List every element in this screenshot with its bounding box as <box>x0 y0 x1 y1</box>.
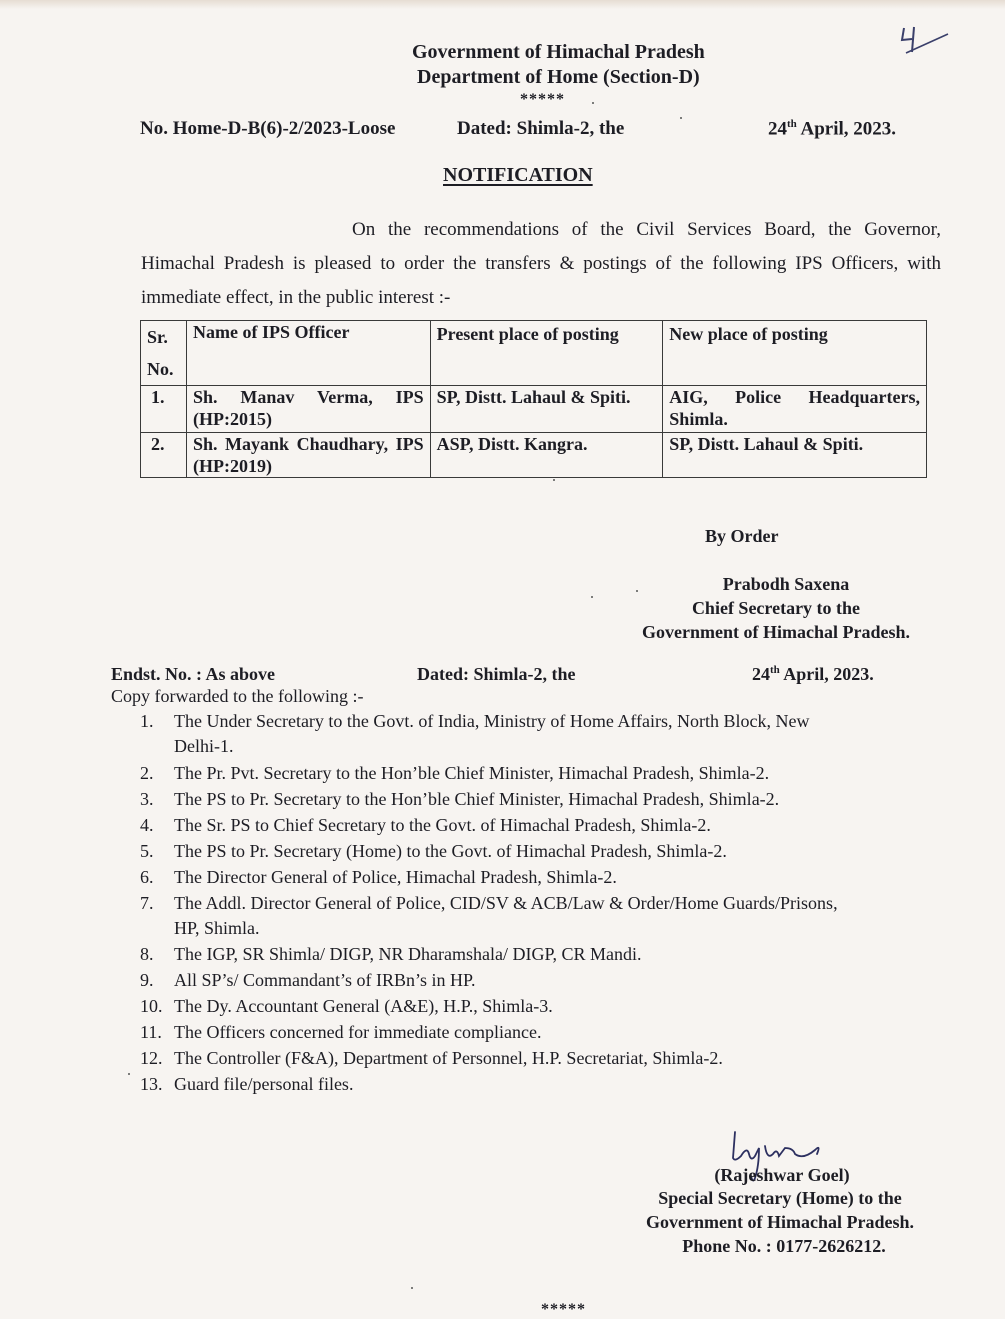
list-item: 9. All SP’s/ Commandant’s of IRBn’s in HP. <box>140 970 476 990</box>
final-signatory <box>624 1163 936 1258</box>
footer-stars: ***** <box>541 1301 586 1318</box>
order-name: Prabodh Saxena <box>722 574 850 594</box>
table-row <box>141 386 927 433</box>
scan-speck <box>553 479 555 481</box>
endorsement-dated-label: Dated: Shimla-2, the <box>417 664 576 684</box>
table-header-row <box>141 321 927 386</box>
row-new-posting: SP, Distt. Lahaul & Spiti. <box>663 433 927 478</box>
header-department: Department of Home (Section-D) <box>417 66 700 88</box>
reference-number: No. Home-D-B(6)-2/2023-Loose <box>140 118 396 139</box>
endorsement-day: 24 <box>752 664 770 684</box>
list-item: 10. The Dy. Accountant General (A&E), H.P., Shimla-3. <box>140 996 553 1016</box>
list-item: 3. The PS to Pr. Secretary to the Hon’ble Chief Minister, Himachal Pradesh, Shimla-2. <box>140 789 780 809</box>
order-signatory <box>620 572 932 644</box>
header-government: Government of Himachal Pradesh <box>412 41 705 63</box>
list-item: 1. The Under Secretary to the Govt. of India, Ministry of Home Affairs, North Block, New Delhi-1. <box>140 711 810 756</box>
row-officer-name: Sh. Manav Verma, IPS (HP:2015) <box>186 386 430 433</box>
list-item: 12. The Controller (F&A), Department of Personnel, H.P. Secretariat, Shimla-2. <box>140 1048 723 1068</box>
row-officer-name: Sh. Mayank Chaudhary, IPS (HP:2019) <box>186 433 430 478</box>
header-new-posting: New place of posting <box>663 321 927 386</box>
copy-forwarded-intro: Copy forwarded to the following :- <box>111 686 364 706</box>
endorsement-day-suffix: th <box>770 664 780 676</box>
scan-speck <box>411 1287 413 1289</box>
row-sr: 2. <box>141 433 187 478</box>
signatory-designation-2: Government of Himachal Pradesh. <box>646 1212 914 1232</box>
row-present-posting: ASP, Distt. Kangra. <box>430 433 663 478</box>
signatory-phone: Phone No. : 0177-2626212. <box>682 1236 886 1256</box>
endorsement-date <box>752 664 874 685</box>
list-item: 5. The PS to Pr. Secretary (Home) to the Govt. of Himachal Pradesh, Shimla-2. <box>140 841 727 861</box>
list-item: 13. Guard file/personal files. <box>140 1074 354 1094</box>
transfer-table <box>140 320 927 478</box>
row-new-posting: AIG, Police Headquarters, Shimla. <box>663 386 927 433</box>
copy-list <box>140 709 950 1098</box>
order-designation-2: Government of Himachal Pradesh. <box>642 622 910 642</box>
signatory-name: (Rajeshwar Goel) <box>714 1165 850 1185</box>
header-officer-name: Name of IPS Officer <box>186 321 430 386</box>
reference-day-suffix: th <box>787 118 797 130</box>
by-order: By Order <box>705 526 779 546</box>
row-present-posting: SP, Distt. Lahaul & Spiti. <box>430 386 663 433</box>
list-item: 11. The Officers concerned for immediate compliance. <box>140 1022 542 1042</box>
list-item: 4. The Sr. PS to Chief Secretary to the Govt. of Himachal Pradesh, Shimla-2. <box>140 815 711 835</box>
handwritten-page-number <box>898 22 954 56</box>
list-item: 8. The IGP, SR Shimla/ DIGP, NR Dharamshala/ DIGP, CR Mandi. <box>140 944 642 964</box>
signatory-designation-1: Special Secretary (Home) to the <box>658 1188 902 1208</box>
scan-top-edge <box>0 0 1005 9</box>
order-designation-1: Chief Secretary to the <box>691 598 861 618</box>
list-item: 7. The Addl. Director General of Police, CID/SV & ACB/Law & Order/Home Guards/Prisons, HP, Shimla. <box>140 893 838 938</box>
scan-speck <box>680 117 682 119</box>
list-item: 6. The Director General of Police, Himachal Pradesh, Shimla-2. <box>140 867 617 887</box>
reference-dated-label: Dated: Shimla-2, the <box>457 118 625 139</box>
scan-speck <box>636 590 638 592</box>
scan-speck <box>128 1073 130 1075</box>
header-sr-no: Sr. No. <box>141 321 187 386</box>
list-item: 2. The Pr. Pvt. Secretary to the Hon’ble Chief Minister, Himachal Pradesh, Shimla-2. <box>140 763 770 783</box>
header-stars: ***** <box>520 91 565 108</box>
notification-title: NOTIFICATION <box>443 164 593 186</box>
header-present-posting: Present place of posting <box>430 321 663 386</box>
row-sr: 1. <box>141 386 187 433</box>
scan-speck <box>591 596 593 598</box>
scan-speck <box>592 102 594 104</box>
notification-body: On the recommendations of the Civil Services Board, the Governor, Himachal Pradesh is pleased to order the transfers & postings of the following IPS Officers, with immediate effect, in the public interest :- <box>141 219 941 308</box>
endorsement-number: Endst. No. : As above <box>111 664 276 684</box>
endorsement-month-year: April, 2023. <box>779 664 874 684</box>
table-row <box>141 433 927 478</box>
reference-date <box>768 118 896 140</box>
reference-day: 24 <box>768 118 787 140</box>
reference-month-year: April, 2023. <box>796 118 897 140</box>
